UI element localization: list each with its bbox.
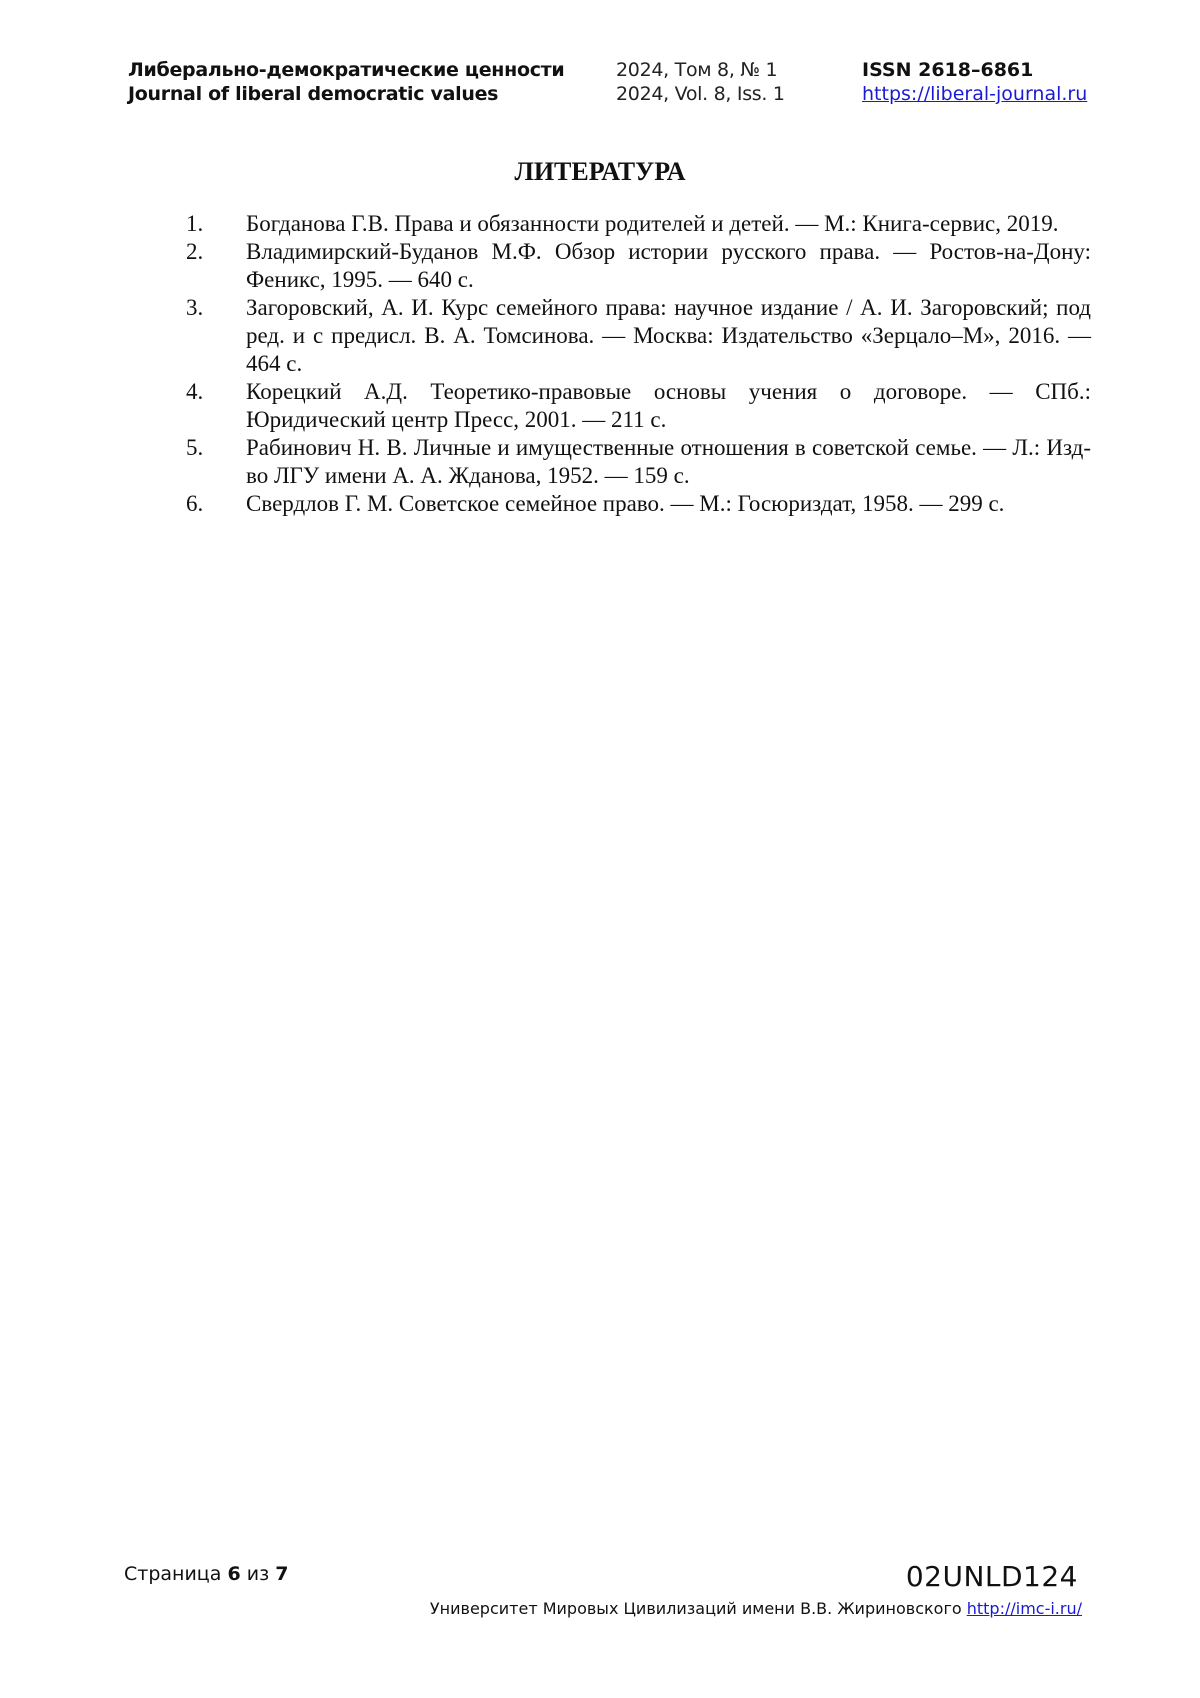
reference-text: Загоровский, А. И. Курс семейного права: научное издание / А. И. Загоровский; под ред. и с предисл. В. А. Томсинова. — Москва: Издательство «Зерцало–М», 2016. — 464 с. — [246, 295, 1091, 376]
reference-item — [186, 378, 1091, 434]
issue-en: 2024, Vol. 8, Iss. 1 — [616, 83, 785, 105]
reference-number: 1. — [186, 211, 204, 236]
reference-number: 4. — [186, 379, 204, 404]
article-code: 02UNLD124 — [905, 1560, 1078, 1593]
reference-text: Рабинович Н. В. Личные и имущественные отношения в советской семье. — Л.: Изд-во ЛГУ имени А. А. Жданова, 1952. — 159 с. — [246, 435, 1091, 488]
reference-item — [186, 210, 1091, 238]
page-header — [128, 58, 1100, 114]
reference-text: Владимирский-Буданов М.Ф. Обзор истории русского права. — Ростов-на-Дону: Феникс, 1995. — 640 с. — [246, 239, 1091, 292]
university-name: Университет Мировых Цивилизаций имени В.В. Жириновского — [429, 1599, 962, 1618]
page-counter — [124, 1562, 288, 1586]
reference-text: Корецкий А.Д. Теоретико-правовые основы учения о договоре. — СПб.: Юридический центр Пресс, 2001. — 211 с. — [246, 379, 1091, 432]
issn-block — [862, 58, 1087, 106]
reference-item — [186, 490, 1091, 518]
reference-list — [186, 210, 1091, 518]
journal-title-en: Journal of liberal democratic values — [128, 83, 499, 105]
reference-number: 2. — [186, 239, 204, 264]
issue-info-block — [616, 58, 785, 106]
page-counter-prefix: Страница — [124, 1563, 222, 1585]
university-line — [430, 1598, 1082, 1620]
reference-item — [186, 294, 1091, 378]
reference-text: Свердлов Г. М. Советское семейное право. — М.: Госюриздат, 1958. — 299 с. — [246, 491, 1005, 516]
reference-item — [186, 434, 1091, 490]
reference-number: 3. — [186, 295, 204, 320]
journal-url-link[interactable]: https://liberal-journal.ru — [862, 83, 1088, 105]
reference-item — [186, 238, 1091, 294]
journal-title-ru: Либерально-демократические ценности — [128, 59, 565, 81]
page-current: 6 — [227, 1563, 241, 1585]
university-url-link[interactable]: http://imc-i.ru/ — [966, 1599, 1082, 1618]
reference-number: 5. — [186, 435, 204, 460]
reference-text: Богданова Г.В. Права и обязанности родителей и детей. — М.: Книга-сервис, 2019. — [246, 211, 1059, 236]
page-counter-separator: из — [246, 1563, 270, 1585]
issue-ru: 2024, Том 8, № 1 — [616, 59, 778, 81]
reference-number: 6. — [186, 491, 204, 516]
journal-title-block — [128, 58, 564, 106]
page-title: ЛИТЕРАТУРА — [514, 157, 686, 186]
issn-number: ISSN 2618–6861 — [862, 59, 1034, 81]
page-total: 7 — [275, 1563, 289, 1585]
